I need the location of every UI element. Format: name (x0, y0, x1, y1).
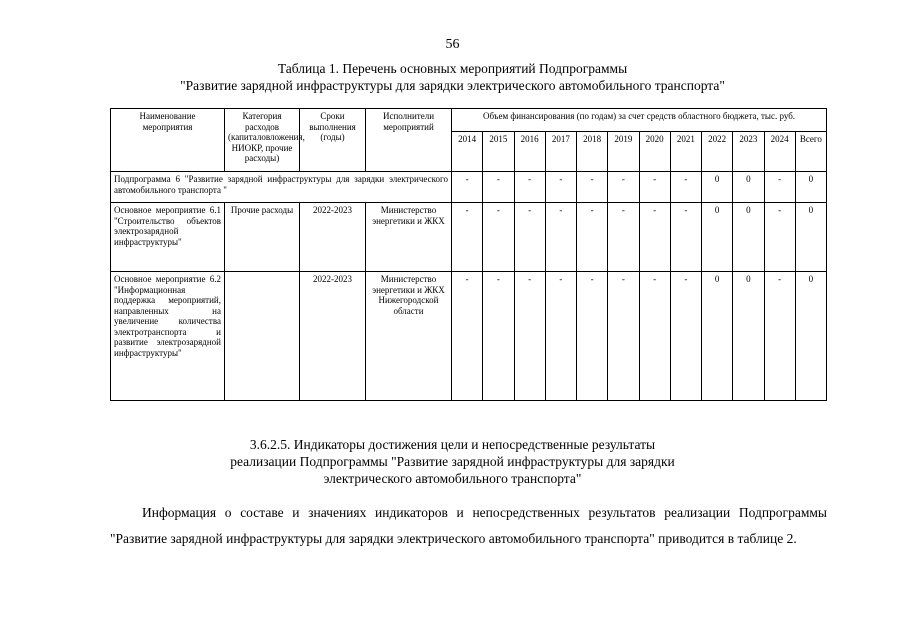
value-cell: - (483, 172, 514, 203)
section-heading-line-1: 3.6.2.5. Индикаторы достижения цели и непосредственные результаты (249, 437, 656, 452)
year-header: Всего (795, 132, 826, 172)
header-category: Категория расходов (капиталовложения, НИОКР, прочие расходы) (225, 109, 300, 172)
value-cell: - (639, 203, 670, 272)
value-cell: - (639, 172, 670, 203)
table-caption (0, 60, 905, 94)
value-cell: - (577, 172, 608, 203)
header-row (111, 109, 827, 132)
section-heading-line-3: электрического автомобильного транспорта" (323, 471, 582, 486)
year-header: 2016 (514, 132, 545, 172)
value-cell: - (545, 203, 576, 272)
table-row (111, 272, 827, 401)
measure-category (225, 272, 300, 401)
measure-period: 2022-2023 (300, 203, 366, 272)
year-header: 2022 (702, 132, 733, 172)
value-cell: - (577, 203, 608, 272)
value-cell: - (514, 203, 545, 272)
value-cell: 0 (702, 172, 733, 203)
year-header: 2019 (608, 132, 639, 172)
value-cell: 0 (733, 203, 764, 272)
header-period: Сроки выполнения (годы) (300, 109, 366, 172)
table-row (111, 203, 827, 272)
year-header: 2023 (733, 132, 764, 172)
value-cell: 0 (702, 272, 733, 401)
subprogram-row (111, 172, 827, 203)
value-cell: - (764, 203, 795, 272)
measure-executor: Министерство энергетики и ЖКХ Нижегородской области (366, 272, 452, 401)
page-number: 56 (445, 37, 460, 52)
value-cell: - (545, 172, 576, 203)
value-cell: - (452, 272, 483, 401)
subprogram-name: Подпрограмма 6 "Развитие зарядной инфраструктуры для зарядки электрического автомобильного транспорта " (111, 172, 452, 203)
value-cell: - (577, 272, 608, 401)
value-cell: - (608, 172, 639, 203)
year-header: 2014 (452, 132, 483, 172)
header-executors: Исполнители мероприятий (366, 109, 452, 172)
value-cell: - (514, 272, 545, 401)
value-cell: 0 (702, 203, 733, 272)
value-cell: - (452, 203, 483, 272)
body-paragraph: Информация о составе и значениях индикаторов и непосредственных результатов реализации Подпрограммы "Развитие зарядной инфраструктуры для зарядки электрического автомобильного транспорта" приводится в таблице 2. (110, 505, 827, 546)
value-cell: - (764, 172, 795, 203)
measure-executor: Министерство энергетики и ЖКХ (366, 203, 452, 272)
value-cell: 0 (795, 203, 826, 272)
section-heading-line-2: реализации Подпрограммы "Развитие зарядной инфраструктуры для зарядки (230, 454, 675, 469)
value-cell: - (670, 172, 701, 203)
value-cell: - (483, 203, 514, 272)
value-cell: 0 (733, 172, 764, 203)
caption-line-1: Таблица 1. Перечень основных мероприятий Подпрограммы (277, 61, 628, 76)
caption-line-2: "Развитие зарядной инфраструктуры для зарядки электрического автомобильного транспорта" (180, 78, 725, 93)
year-header: 2017 (545, 132, 576, 172)
measure-name: Основное мероприятие 6.1 "Строительство объектов электрозарядной инфраструктуры" (111, 203, 225, 272)
measures-table (110, 108, 827, 401)
header-funding: Объем финансирования (по годам) за счет средств областного бюджета, тыс. руб. (452, 109, 827, 132)
year-header: 2021 (670, 132, 701, 172)
value-cell: - (764, 272, 795, 401)
year-header: 2020 (639, 132, 670, 172)
year-header: 2024 (764, 132, 795, 172)
value-cell: - (670, 203, 701, 272)
measure-period: 2022-2023 (300, 272, 366, 401)
value-cell: - (483, 272, 514, 401)
header-name: Наименование мероприятия (111, 109, 225, 172)
year-header: 2015 (483, 132, 514, 172)
value-cell: 0 (795, 172, 826, 203)
value-cell: - (608, 272, 639, 401)
measure-category: Прочие расходы (225, 203, 300, 272)
value-cell: 0 (733, 272, 764, 401)
value-cell: - (670, 272, 701, 401)
measure-name: Основное мероприятие 6.2 "Информационная поддержка мероприятий, направленных на увеличение количества электротранспорта и развитие электрозарядной инфраструктуры" (111, 272, 225, 401)
value-cell: - (514, 172, 545, 203)
value-cell: 0 (795, 272, 826, 401)
value-cell: - (545, 272, 576, 401)
value-cell: - (608, 203, 639, 272)
section-heading (0, 436, 905, 487)
value-cell: - (452, 172, 483, 203)
value-cell: - (639, 272, 670, 401)
year-header: 2018 (577, 132, 608, 172)
